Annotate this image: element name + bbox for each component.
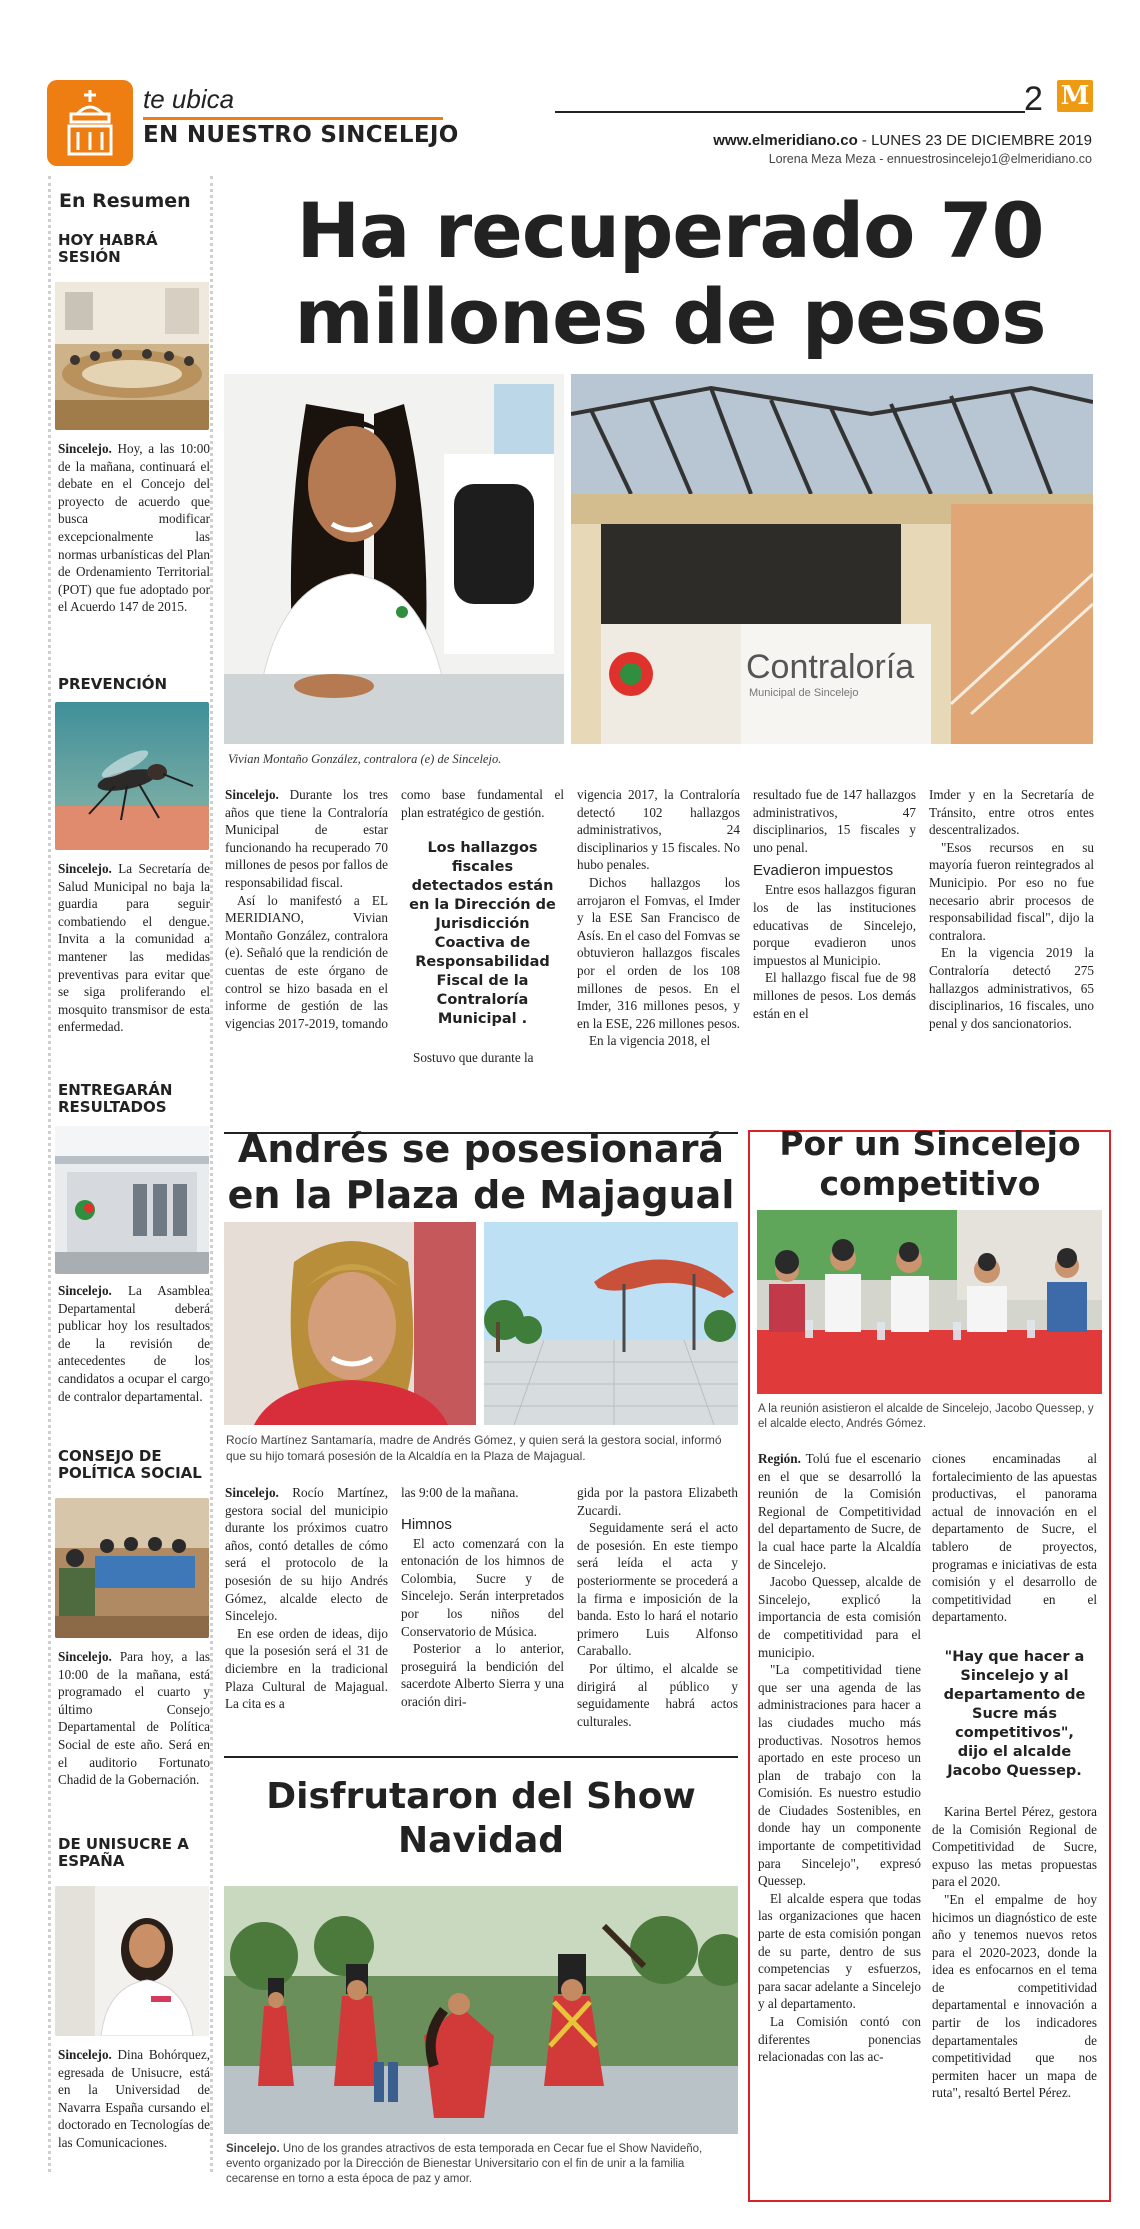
- plaza-majagual-photo: [484, 1222, 738, 1425]
- main-paragraph: Durante los tres años que tiene la Contraloría Municipal de estar funcionando ha recuperado 70 millones de pesos por fallos de responsabilidad fiscal.: [225, 787, 388, 890]
- competitivo-caption: A la reunión asistieron el alcalde de Sincelejo, Jacobo Quessep, y el alcalde electo, Andrés Gómez.: [758, 1403, 1094, 1430]
- rocio-martinez-photo: [224, 1222, 476, 1425]
- andres-paragraph: Seguidamente será el acto de posesión. En este tiempo será leída el acta y posteriormente se procederá a la firma e imposición de la banda. Esto lo hará el notario primero Luis Alfonso Caraballo.: [577, 1520, 738, 1659]
- brand-logo: M: [1057, 80, 1093, 112]
- competitivo-column-1: [758, 1450, 921, 2066]
- section-tagline: te ubica: [143, 84, 235, 114]
- andres-paragraph: Por último, el alcalde se dirigirá al público y seguidamente habrá actos culturales.: [577, 1660, 738, 1729]
- competitivo-headline: [750, 1116, 1110, 1204]
- competitivo-pullquote: "Hay que hacer a Sincelejo y al departamento de Sucre más competitivos", dijo el alcalde Jacobo Quessep.: [943, 1648, 1086, 1779]
- andres-headline: [224, 1116, 738, 1218]
- competitivo-paragraph: Jacobo Quessep, alcalde de Sincelejo, explicó la importancia de esta comisión de competitividad para el municipio.: [758, 1574, 921, 1660]
- contraloria-building-photo: [571, 374, 1093, 744]
- sidebar-heading-politica-social: CONSEJO DE POLÍTICA SOCIAL: [58, 1447, 202, 1482]
- main-photo-caption: Vivian Montaño González, contralora (e) de Sincelejo.: [228, 752, 502, 766]
- byline: Lorena Meza Meza - ennuestrosincelejo1@elmeridiano.co: [768, 152, 1092, 166]
- main-column-5: [929, 786, 1094, 1032]
- church-icon: [47, 80, 133, 166]
- sidebar-body: Para hoy, a las 10:00 de la mañana, está programado el cuarto y último Consejo Departamental de Política Social de este año. Será en el auditorio Fortunato Chadid de la Gobernación.: [58, 1649, 210, 1788]
- andres-paragraph: En ese orden de ideas, dijo que la posesión será el 31 de diciembre en la tradicional Plaza Cultural de Majagual. La cita es a: [225, 1625, 388, 1712]
- section-rule: [143, 117, 443, 120]
- date-text: - LUNES 23 DE DICIEMBRE 2019: [857, 132, 1092, 149]
- main-paragraph: resultado fue de 147 hallazgos administrativos, 47 disciplinarios, 15 fiscales y uno penal.: [753, 787, 916, 855]
- main-paragraph: vigencia 2017, la Contraloría detectó 102 hallazgos administrativos, 24 disciplinarios y 15 fiscales. No hubo penales.: [577, 787, 740, 873]
- sidebar-heading-prevencion: PREVENCIÓN: [58, 675, 168, 693]
- website-link[interactable]: www.elmeridiano.co: [713, 132, 858, 149]
- dina-bohorquez-photo: [55, 1886, 209, 2036]
- sidebar-lead: Sincelejo.: [58, 2047, 112, 2062]
- sidebar-heading-unisucre: DE UNISUCRE A ESPAÑA: [58, 1835, 189, 1870]
- navidad-caption-lead: Sincelejo.: [226, 2143, 280, 2155]
- top-rule: [555, 111, 1025, 113]
- main-column-3: [577, 786, 740, 1050]
- main-paragraph: como base fundamental el plan estratégico de gestión.: [401, 787, 564, 820]
- andres-subhead: Himnos: [401, 1515, 452, 1533]
- sidebar-heading-resultados: ENTREGARÁN RESULTADOS: [58, 1081, 173, 1116]
- assembly-building-photo: [55, 1126, 209, 1274]
- contralora-photo: [224, 374, 564, 744]
- sidebar-text-resultados: [58, 1282, 210, 1405]
- section-name: EN NUESTRO SINCELEJO: [143, 122, 459, 148]
- page-number: 2: [1024, 80, 1043, 118]
- sidebar-lead: Sincelejo.: [58, 1649, 112, 1664]
- main-paragraph: Así lo manifestó a EL MERIDIANO, Vivian Montaño González, contralora (e). Señaló que la rendición de cuentas de este órgano de control se hizo basada en el informe de gestión de las vigencias 2017-2019, tomando: [225, 892, 388, 1031]
- council-session-photo: [55, 282, 209, 430]
- contraloria-sign-subtext: Municipal de Sincelejo: [749, 687, 859, 699]
- competitivo-paragraph: El alcalde espera que todas las organizaciones que hacen parte de esta comisión pongan de su parte, dentro de sus competencias y esfuerzos, para sacar adelante a Sincelejo y al departamento.: [758, 1890, 921, 2012]
- sidebar-text-prevencion: [58, 860, 210, 1036]
- andres-column-3: [577, 1484, 738, 1730]
- main-column-4: [753, 786, 916, 1022]
- main-paragraph: Sostuvo que durante la: [413, 1050, 534, 1066]
- sidebar-lead: Sincelejo.: [58, 441, 112, 456]
- section-divider: [224, 1756, 738, 1758]
- section-logo: [47, 80, 133, 166]
- andres-lead: Sincelejo.: [225, 1485, 279, 1500]
- andres-paragraph: Rocío Martínez, gestora social del municipio durante los próximos cuatro años, contó detalles de cómo será el protocolo de la posesión de su hijo Andrés Gómez, alcalde electo de Sincelejo.: [225, 1485, 388, 1624]
- competitivo-paragraph: Tolú fue el escenario en el que se desarrolló la reunión de la Comisión Regional de Competitividad del departamento de Sucre, de la cual hace parte la Alcaldía de Sincelejo.: [758, 1451, 921, 1572]
- sidebar-lead: Sincelejo.: [58, 1283, 112, 1298]
- andres-photo-caption: Rocío Martínez Santamaría, madre de Andrés Gómez, y quien será la gestora social, informó que su hijo tomará posesión de la Alcaldía en la Plaza de Majagual.: [226, 1433, 722, 1463]
- andres-paragraph: las 9:00 de la mañana.: [401, 1485, 519, 1500]
- competitivo-column-2: [932, 1450, 1097, 2102]
- mosquito-photo: [55, 702, 209, 850]
- andres-paragraph: El acto comenzará con la entonación de los himnos de Colombia, Sucre y de Sincelejo. Serán interpretados por los niños del Conservatorio de Música.: [401, 1535, 564, 1639]
- main-paragraph: El hallazgo fiscal fue de 98 millones de pesos. Los demás están en el: [753, 970, 916, 1021]
- navidad-caption-text: Uno de los grandes atractivos de esta temporada en Cecar fue el Show Navideño, evento organizado por la Dirección de Bienestar Universitario con el fin de unir a la familia cecarense en torno a esta época de paz y amor.: [226, 2143, 703, 2185]
- sidebar-body: La Secretaría de Salud Municipal no baja la guardia para seguir combatiendo el dengue. Invita a la comunidad a mantener las medidas preventivas para evitar que se siga proliferando el mosquito transmisor de esta enfermedad.: [58, 861, 210, 1035]
- main-paragraph: Entre esos hallazgos figuran los de las instituciones educativas de Sincelejo, porque evadieron unos impuestos al Municipio.: [753, 882, 916, 968]
- main-subhead: Evadieron impuestos: [753, 862, 894, 880]
- main-paragraph: Imder y en la Secretaría de Tránsito, entre otros entes descentralizados.: [929, 787, 1094, 838]
- main-column-1: [225, 786, 388, 1032]
- main-headline: Ha recuperado 70 millones de pesos: [294, 186, 1046, 361]
- andres-headline-text: Andrés se posesionará en la Plaza de Majagual: [227, 1127, 735, 1217]
- main-paragraph: "Esos recursos en su mayoría fueron reintegrados al Municipio. Por eso no fue necesario abrir procesos de responsabilidad fiscal", dijo la contralora.: [929, 839, 1094, 943]
- competitivo-paragraph: ciones encaminadas al fortalecimiento de las apuestas productivas, el panorama actual de innovación en el departamento de Sucre, el tablero de proyectos, programas e iniciativas de esta comisión y el desarrollo de competitividad en el departamento.: [932, 1451, 1097, 1625]
- sidebar-body: Dina Bohórquez, egresada de Unisucre, está en la Universidad de Navarra España cursando el doctorado en Tecnologías de las Comunicaciones.: [58, 2047, 210, 2150]
- sidebar-en-resumen: [48, 176, 213, 2172]
- sidebar-text-unisucre: [58, 2046, 210, 2152]
- sidebar-text-politica-social: [58, 1648, 210, 1789]
- main-paragraph: Dichos hallazgos los arrojaron el Fomvas, el Imder y la ESE San Francisco de Asís. En el caso del Fomvas se obtuvieron hallazgos fiscales por el orden de los 108 millones de pesos. En el Imder, 316 millones pesos, y en la ESE, 226 millones pesos.: [577, 874, 740, 1031]
- main-lead: Sincelejo.: [225, 787, 279, 802]
- navidad-caption: [226, 2142, 736, 2187]
- council-meeting-photo: [55, 1498, 209, 1638]
- main-paragraph: En la vigencia 2019 la Contraloría detectó 275 hallazgos administrativos, 65 disciplinarios, 16 fiscales, uno penal y dos sancionatorios.: [929, 945, 1094, 1031]
- main-column-2: [401, 786, 564, 1067]
- competitivo-paragraph: La Comisión contó con diferentes ponencias relacionadas con las ac-: [758, 2014, 921, 2065]
- andres-paragraph: gida por la pastora Elizabeth Zucardi.: [577, 1485, 738, 1518]
- andres-paragraph: Posterior a lo anterior, proseguirá la bendición del sacerdote Alberto Sierra y una oración diri-: [401, 1641, 564, 1709]
- competitivo-paragraph: Karina Bertel Pérez, gestora de la Comisión Regional de Competitividad de Sucre, expuso las metas propuestas para el 2020.: [932, 1803, 1097, 1890]
- show-navidad-photo: [224, 1886, 738, 2134]
- andres-column-1: [225, 1484, 388, 1713]
- sidebar-lead: Sincelejo.: [58, 861, 112, 876]
- competitivo-paragraph: "En el empalme de hoy hicimos un diagnóstico de este año y tenemos nuevos retos para el 2020-2023, donde la idea es enfocarnos en el tema de competitividad departamental e innovación a partir de los indicadores departamentales de competitividad que nos permiten hacer un mapa de ruta", resaltó Bertel Pérez.: [932, 1891, 1097, 2101]
- competitivo-paragraph: "La competitividad tiene que ser una agenda de las administraciones para hacer a las ciudades mucho más productivas. Nosotros hemos aportado en este proceso un plan de trabajo con la Comisión. Es nuestro estudio de Ciudades Sostenibles, en donde hay un componente importante de competitividad para Sincelejo", expresó Quessep.: [758, 1662, 921, 1889]
- main-paragraph: En la vigencia 2018, el: [589, 1033, 711, 1049]
- sidebar-body: Hoy, a las 10:00 de la mañana, continuará el debate en el Concejo del proyecto de acuerdo que busca modificar excepcionalmente las normas urbanísticas del Plan de Ordenamiento Territorial (POT) que fue adoptado por el Acuerdo 147 de 2015.: [58, 441, 210, 615]
- andres-column-2: [401, 1484, 564, 1711]
- competitivo-headline-text: Por un Sincelejo competitivo: [779, 1124, 1081, 1203]
- competitivo-meeting-photo: [757, 1210, 1102, 1394]
- sidebar-body: La Asamblea Departamental deberá publicar hoy los resultados de la revisión de antecedentes de los candidatos a ocupar el cargo de contralor departamental.: [58, 1283, 210, 1404]
- contraloria-sign-text: Contraloría: [746, 648, 915, 686]
- sidebar-text-sesion: [58, 440, 210, 616]
- main-pullquote: Los hallazgos fiscales detectados están en la Dirección de Jurisdicción Coactiva de Responsabilidad Fiscal de la Contraloría Municipal .: [409, 840, 556, 1028]
- sidebar-heading-sesion: HOY HABRÁ SESIÓN: [58, 231, 158, 266]
- sidebar-title: En Resumen: [59, 190, 191, 212]
- competitivo-lead: Región.: [758, 1451, 801, 1466]
- navidad-headline: Disfrutaron del Show Navidad: [266, 1776, 696, 1861]
- dateline: [713, 132, 1092, 149]
